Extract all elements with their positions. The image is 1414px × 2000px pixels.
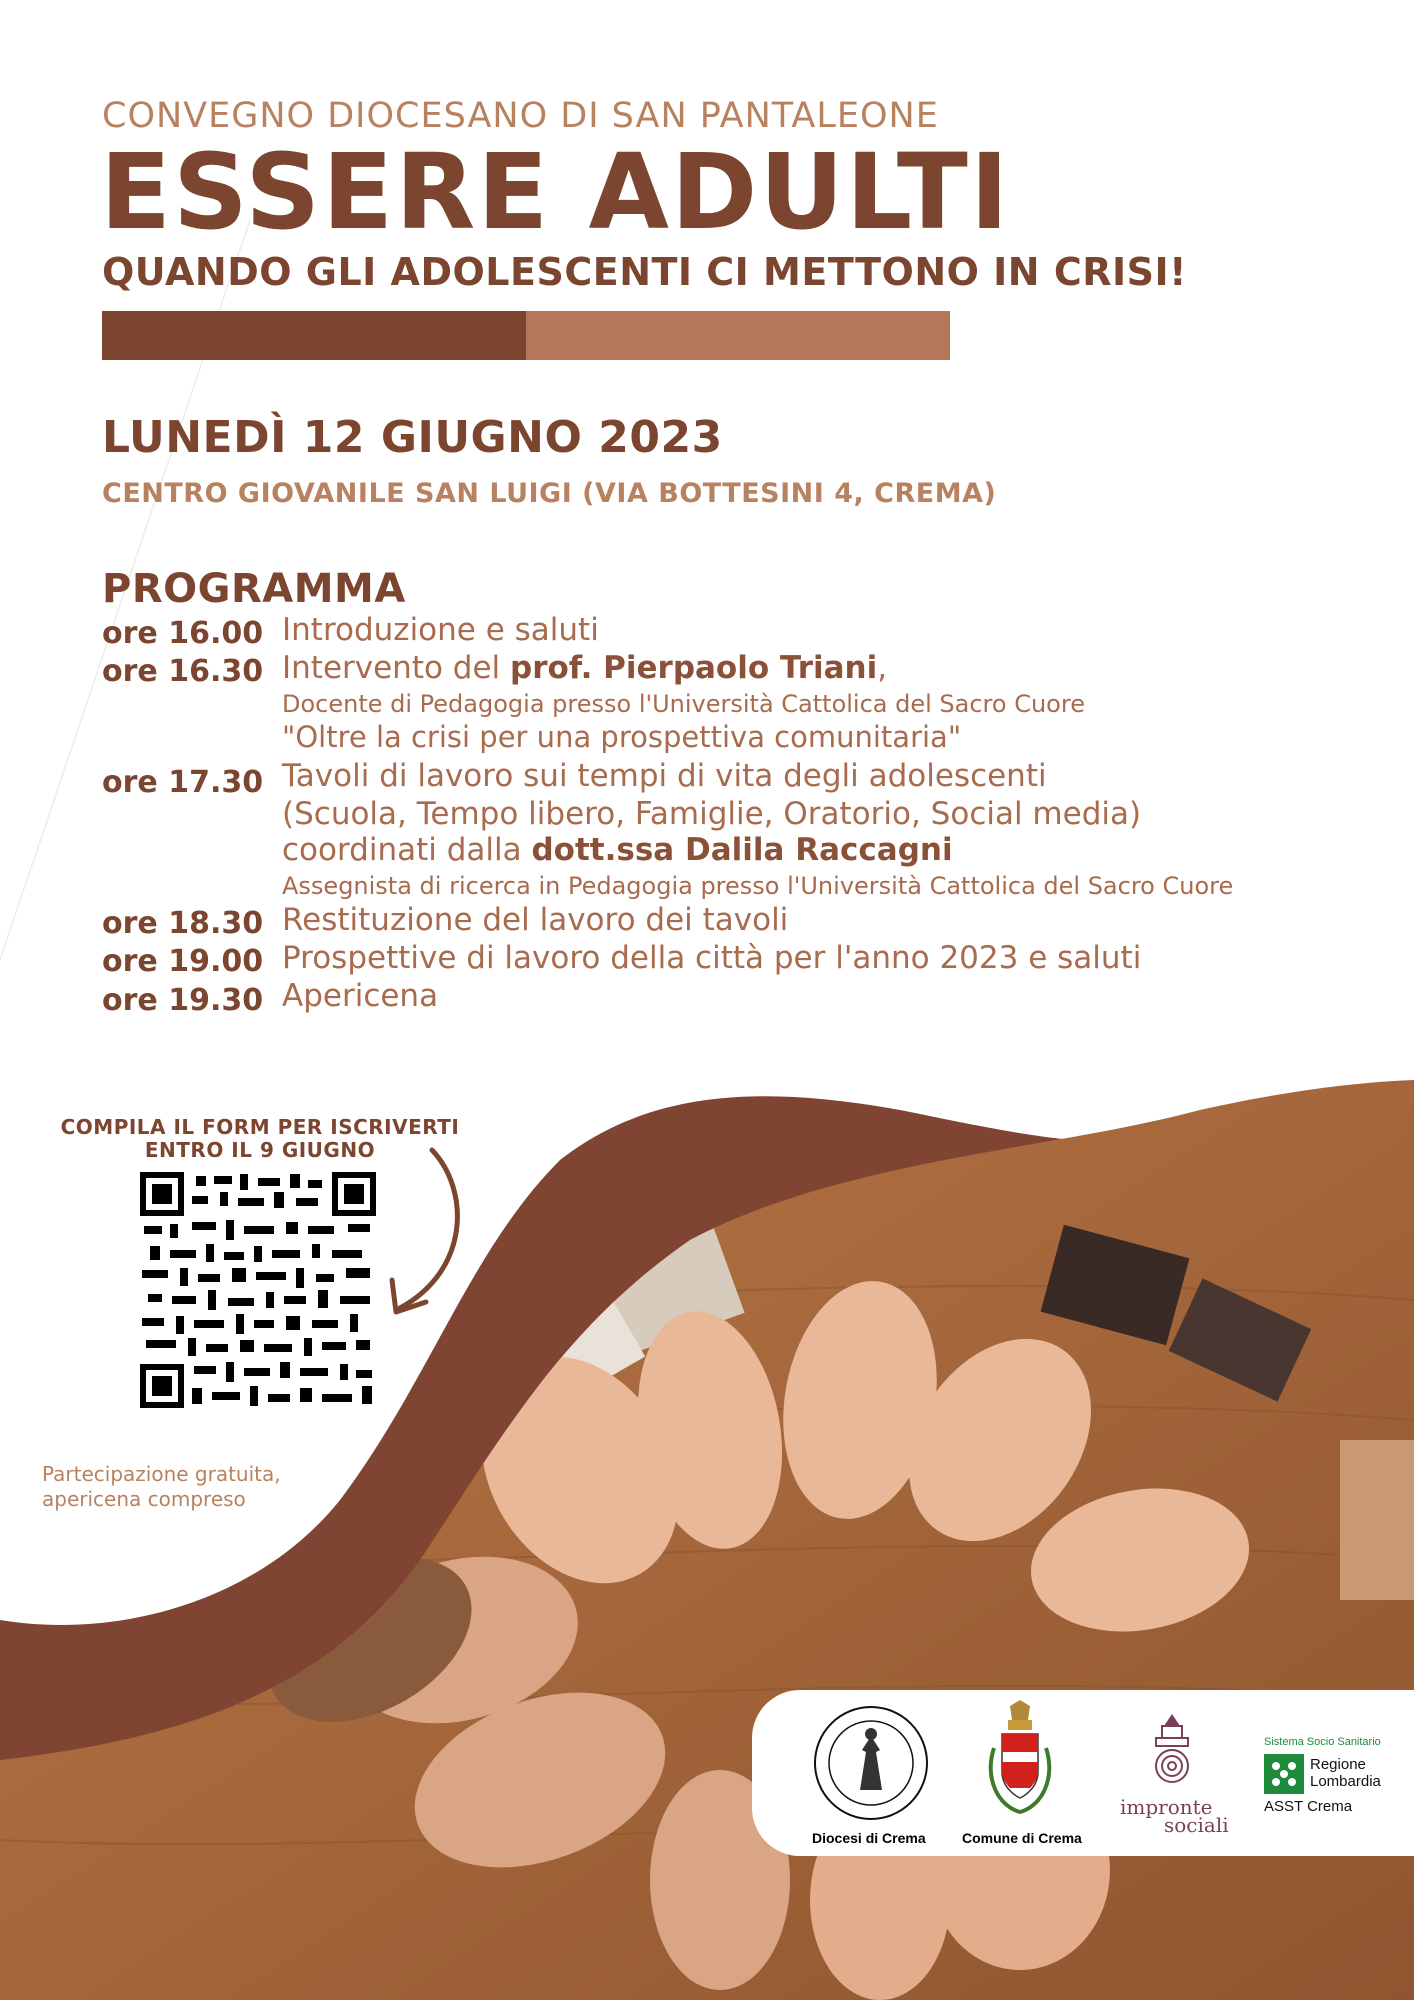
- program-time: ore 19.00: [102, 944, 264, 979]
- program-time: ore 17.30: [102, 765, 264, 800]
- program-time: ore 18.30: [102, 906, 264, 941]
- event-pretitle: CONVEGNO DIOCESANO DI SAN PANTALEONE: [102, 96, 939, 136]
- curved-arrow-icon: [380, 1140, 470, 1320]
- program-text: Apericena: [282, 978, 439, 1014]
- registration-line2: ENTRO IL 9 GIUGNO: [144, 1138, 376, 1162]
- program-text: Prospettive di lavoro della città per l'anno 2023 e saluti: [282, 940, 1142, 976]
- decor-bar-dark: [102, 311, 526, 360]
- event-title: ESSERE ADULTI: [100, 131, 1011, 253]
- impronte-sociali-wordmark: [1120, 1795, 1229, 1837]
- program-text-part: Intervento del: [282, 650, 511, 686]
- program-title: PROGRAMMA: [102, 566, 406, 612]
- event-venue: CENTRO GIOVANILE SAN LUIGI (VIA BOTTESINI 4, CREMA): [102, 478, 997, 509]
- program-time: ore 16.00: [102, 616, 264, 651]
- program-text-part: ,: [877, 650, 888, 686]
- program-time: ore 16.30: [102, 654, 264, 689]
- comune-coat-of-arms-icon: [980, 1698, 1060, 1822]
- registration-line1: COMPILA IL FORM PER ISCRIVERTI: [60, 1115, 460, 1139]
- sponsor-logos-card: [752, 1690, 1414, 1856]
- program-text: Introduzione e saluti: [282, 612, 599, 648]
- speaker-role: Docente di Pedagogia presso l'Università Cattolica del Sacro Cuore: [282, 690, 1085, 718]
- decor-bar-light: [526, 311, 950, 360]
- program-text-part: coordinati dalla: [282, 832, 532, 868]
- program-text-line: (Scuola, Tempo libero, Famiglie, Oratorio, Social media): [282, 796, 1142, 832]
- comune-caption: Comune di Crema: [962, 1830, 1082, 1846]
- program-text-line: [282, 832, 953, 868]
- program-text: [282, 650, 887, 686]
- coordinator-role: Assegnista di ricerca in Pedagogia presso l'Università Cattolica del Sacro Cuore: [282, 872, 1234, 900]
- regione-line2: Lombardia: [1310, 1773, 1381, 1790]
- speaker-name: prof. Pierpaolo Triani: [510, 650, 878, 686]
- regione-line1: Regione: [1310, 1756, 1366, 1773]
- impronte-word: impronte: [1120, 1795, 1213, 1819]
- talk-title: "Oltre la crisi per una prospettiva comunitaria": [282, 720, 962, 754]
- program-time: ore 19.30: [102, 983, 264, 1018]
- regione-name: [1310, 1756, 1381, 1790]
- registration-qr-code[interactable]: [140, 1172, 376, 1408]
- regione-system-label: Sistema Socio Sanitario: [1264, 1736, 1381, 1748]
- event-date: LUNEDÌ 12 GIUGNO 2023: [102, 412, 723, 463]
- note-line2: apericena compreso: [42, 1487, 246, 1511]
- note-line1: Partecipazione gratuita,: [42, 1462, 281, 1486]
- diocesi-seal-icon: [812, 1704, 930, 1822]
- event-subtitle: QUANDO GLI ADOLESCENTI CI METTONO IN CRISI!: [102, 250, 1187, 294]
- regione-lombardia-logo-icon: [1264, 1754, 1304, 1794]
- program-text: Restituzione del lavoro dei tavoli: [282, 902, 789, 938]
- program-text: Tavoli di lavoro sui tempi di vita degli adolescenti: [282, 758, 1047, 794]
- diocesi-caption: Diocesi di Crema: [812, 1830, 926, 1846]
- sociali-word: sociali: [1164, 1813, 1229, 1837]
- impronte-sociali-logo-icon: [1142, 1710, 1202, 1790]
- coordinator-name: dott.ssa Dalila Raccagni: [531, 832, 953, 868]
- participation-note: [42, 1462, 281, 1512]
- asst-label: ASST Crema: [1264, 1798, 1353, 1815]
